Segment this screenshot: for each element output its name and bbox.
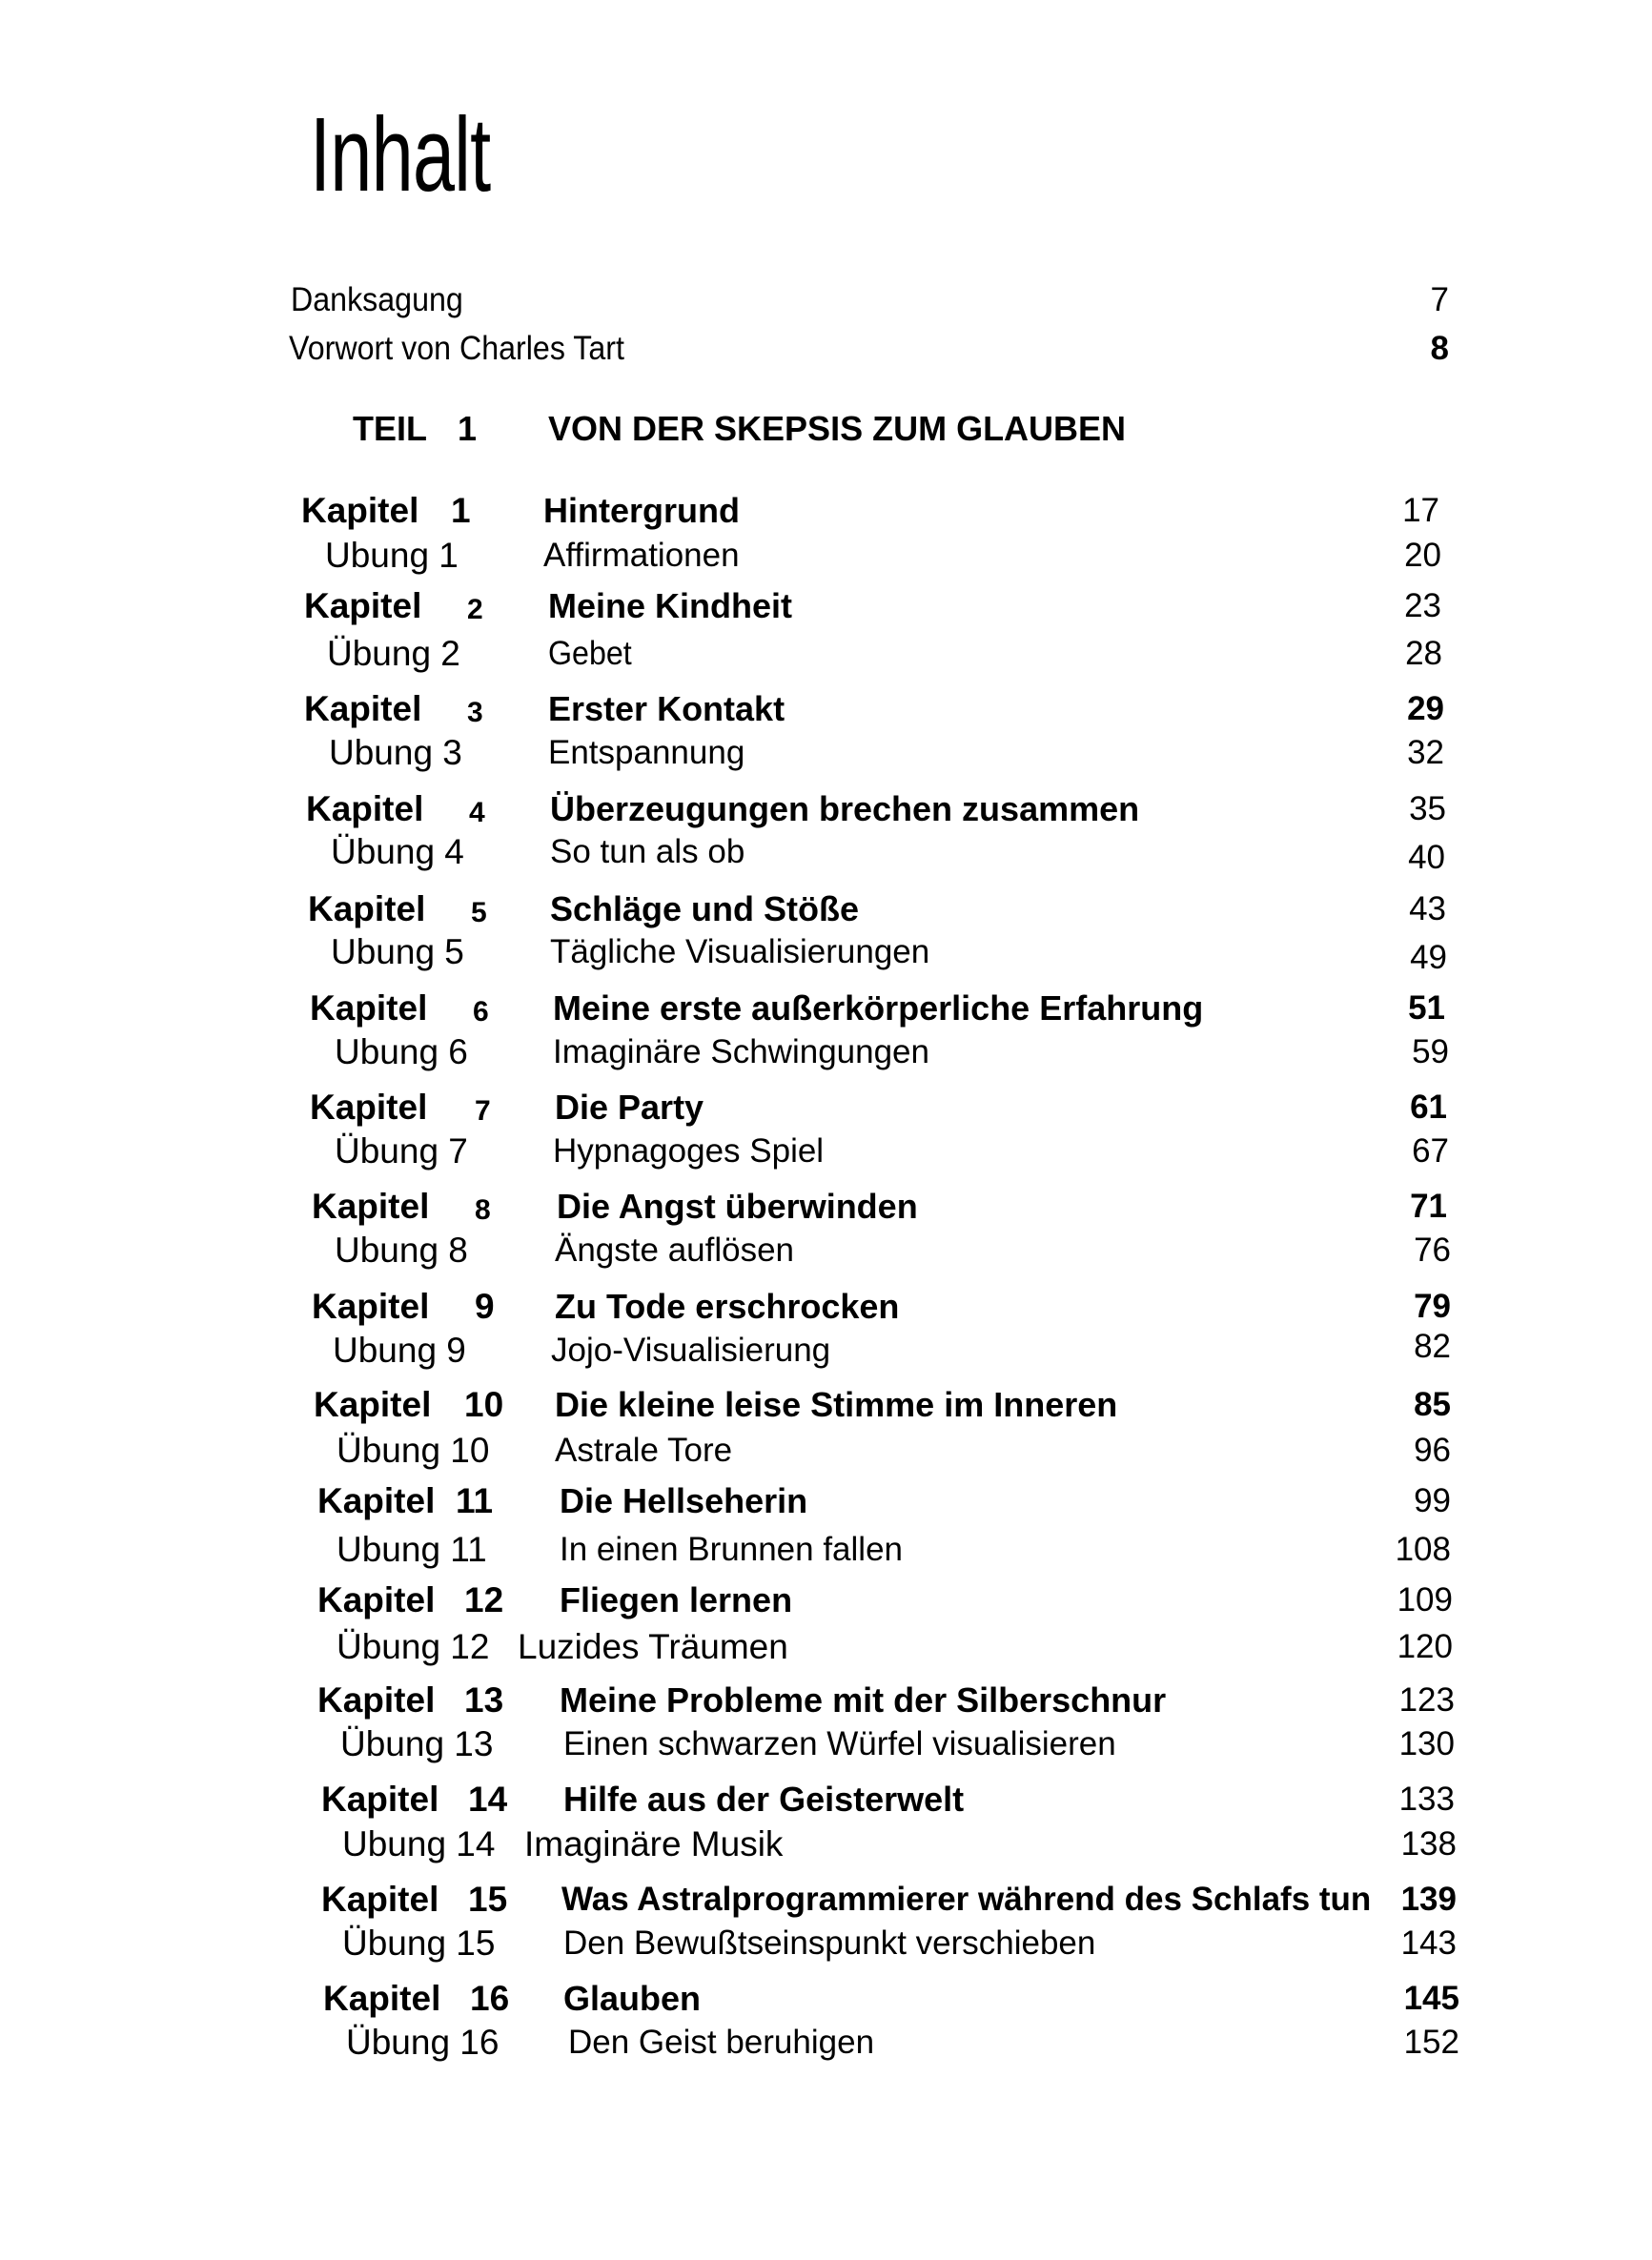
exercise-label: Ubung 6 <box>335 1032 468 1071</box>
exercise-title: Imaginäre Musik <box>524 1824 784 1863</box>
chapter-number: 3 <box>467 697 483 728</box>
chapter-number: 6 <box>473 996 489 1028</box>
exercise-page: 28 <box>1405 635 1442 672</box>
chapter-number: 5 <box>471 897 487 928</box>
chapter-title: Überzeugungen brechen zusammen <box>550 789 1140 828</box>
chapter-label: Kapitel <box>314 1385 432 1424</box>
chapter-page: 61 <box>1410 1089 1447 1126</box>
exercise-title: So tun als ob <box>550 833 745 870</box>
exercise-label: Übung 2 <box>327 634 460 673</box>
chapter-title: Meine erste außerkörperliche Erfahrung <box>553 988 1204 1028</box>
exercise-page: 67 <box>1412 1132 1449 1170</box>
exercise-page: 130 <box>1398 1725 1455 1762</box>
exercise-title: Den Bewußtseinspunkt verschieben <box>563 1924 1096 1962</box>
exercise-label: Ubung 1 <box>325 536 459 575</box>
toc-chapter[interactable] <box>0 1087 1652 1134</box>
exercise-page: 20 <box>1404 537 1441 574</box>
exercise-title: Luzides Träumen <box>518 1627 788 1666</box>
part-number: 1 <box>458 409 478 448</box>
chapter-page: 29 <box>1407 690 1444 727</box>
chapter-label: Kapitel <box>308 889 426 928</box>
chapter-label: Kapitel <box>301 491 419 530</box>
chapter-page: 51 <box>1408 989 1445 1027</box>
chapter-number: 16 <box>470 1979 510 2018</box>
chapter-label: Kapitel <box>310 988 428 1028</box>
toc-exercise[interactable] <box>0 1923 1652 1970</box>
chapter-page: 71 <box>1410 1188 1447 1225</box>
chapter-page: 109 <box>1397 1581 1453 1619</box>
exercise-label: Ubung 8 <box>335 1231 468 1270</box>
chapter-page: 23 <box>1404 587 1441 624</box>
part-title: VON DER SKEPSIS ZUM GLAUBEN <box>548 409 1127 448</box>
chapter-number: 2 <box>467 594 483 625</box>
exercise-page: 32 <box>1407 734 1444 771</box>
chapter-page: 85 <box>1414 1386 1451 1423</box>
chapter-title: Die Hellseherin <box>560 1481 808 1520</box>
exercise-title: Affirmationen <box>543 537 740 574</box>
toc-exercise[interactable] <box>0 1430 1652 1477</box>
toc-exercise[interactable] <box>0 1330 1652 1377</box>
chapter-title: Erster Kontakt <box>548 689 785 728</box>
chapter-title: Hilfe aus der Geisterwelt <box>563 1780 965 1819</box>
chapter-label: Kapitel <box>312 1287 430 1326</box>
exercise-label: Ubung 9 <box>333 1331 466 1370</box>
exercise-page: 108 <box>1395 1531 1451 1568</box>
chapter-number: 7 <box>475 1095 491 1127</box>
exercise-title: Gebet <box>548 635 632 672</box>
chapter-label: Kapitel <box>321 1780 439 1819</box>
chapter-number: 12 <box>464 1580 504 1619</box>
chapter-title: Schläge und Stöße <box>550 889 860 928</box>
exercise-page: 152 <box>1403 2024 1459 2061</box>
toc-chapter[interactable] <box>0 1879 1652 1926</box>
chapter-number: 15 <box>468 1880 508 1919</box>
chapter-page: 17 <box>1402 492 1439 529</box>
chapter-page: 35 <box>1409 790 1446 827</box>
exercise-page: 76 <box>1414 1232 1451 1269</box>
toc-chapter[interactable] <box>0 788 1652 836</box>
toc-chapter[interactable] <box>0 688 1652 736</box>
chapter-number: 10 <box>464 1385 504 1424</box>
exercise-label: Ubung 14 <box>342 1824 496 1863</box>
entry-label: Vorwort von Charles Tart <box>289 330 624 367</box>
toc-chapter[interactable] <box>0 490 1652 538</box>
exercise-page: 49 <box>1410 939 1447 976</box>
toc-exercise[interactable] <box>0 831 1652 879</box>
part-heading <box>0 408 1652 456</box>
chapter-title: Die kleine leise Stimme im Inneren <box>555 1385 1118 1424</box>
chapter-number: 8 <box>475 1194 491 1226</box>
toc-exercise[interactable] <box>0 1230 1652 1277</box>
toc-exercise[interactable] <box>0 633 1652 681</box>
exercise-label: Übung 16 <box>346 2023 500 2062</box>
chapter-label: Kapitel <box>306 789 424 828</box>
exercise-label: Übung 15 <box>342 1924 496 1963</box>
entry-label: Danksagung <box>291 281 463 318</box>
exercise-title: Den Geist beruhigen <box>568 2024 875 2061</box>
chapter-label: Kapitel <box>310 1088 428 1127</box>
exercise-page: 143 <box>1400 1924 1457 1962</box>
exercise-label: Übung 12 <box>337 1627 490 1666</box>
toc-chapter[interactable] <box>0 585 1652 633</box>
exercise-label: Übung 4 <box>331 832 464 871</box>
toc-entry-foreword[interactable] <box>0 328 1652 376</box>
chapter-page: 123 <box>1398 1681 1455 1719</box>
toc-exercise[interactable] <box>0 535 1652 582</box>
toc-exercise[interactable] <box>0 1723 1652 1771</box>
exercise-title: In einen Brunnen fallen <box>560 1531 903 1568</box>
chapter-label: Kapitel <box>312 1187 430 1226</box>
page-title: Inhalt <box>310 96 491 214</box>
chapter-number: 4 <box>469 797 485 828</box>
chapter-label: Kapitel <box>317 1680 436 1720</box>
chapter-number: 13 <box>464 1680 504 1720</box>
exercise-page: 96 <box>1414 1432 1451 1469</box>
exercise-label: Übung 13 <box>340 1724 494 1763</box>
chapter-page: 99 <box>1414 1482 1451 1519</box>
toc-exercise[interactable] <box>0 1626 1652 1674</box>
exercise-label: Übung 10 <box>337 1431 490 1470</box>
exercise-label: Übung 7 <box>335 1131 468 1171</box>
toc-chapter[interactable] <box>0 1779 1652 1826</box>
chapter-title: Meine Kindheit <box>548 586 793 625</box>
toc-exercise[interactable] <box>0 1529 1652 1577</box>
toc-chapter[interactable] <box>0 1480 1652 1528</box>
toc-exercise[interactable] <box>0 931 1652 979</box>
exercise-page: 59 <box>1412 1033 1449 1070</box>
toc-chapter[interactable] <box>0 1384 1652 1432</box>
chapter-title: Zu Tode erschrocken <box>555 1287 900 1326</box>
exercise-page: 82 <box>1414 1328 1451 1365</box>
exercise-label: Ubung 5 <box>331 932 464 971</box>
exercise-title: Imaginäre Schwingungen <box>553 1033 929 1070</box>
chapter-page: 145 <box>1403 1980 1459 2017</box>
chapter-title: Die Angst überwinden <box>557 1187 918 1226</box>
toc-entry-acknowledgements[interactable] <box>0 279 1652 327</box>
exercise-page: 40 <box>1408 839 1445 876</box>
toc-chapter[interactable] <box>0 888 1652 936</box>
toc-chapter[interactable] <box>0 1680 1652 1727</box>
chapter-label: Kapitel <box>304 689 422 728</box>
chapter-number: 11 <box>456 1481 494 1520</box>
toc-exercise[interactable] <box>0 1031 1652 1079</box>
toc-chapter[interactable] <box>0 1186 1652 1233</box>
chapter-title: Fliegen lernen <box>560 1580 793 1619</box>
toc-chapter[interactable] <box>0 987 1652 1035</box>
chapter-label: Kapitel <box>321 1880 439 1919</box>
chapter-number: 14 <box>468 1780 508 1819</box>
chapter-number: 9 <box>475 1287 495 1326</box>
chapter-page: 79 <box>1414 1288 1451 1325</box>
chapter-page: 43 <box>1409 890 1446 927</box>
chapter-title: Meine Probleme mit der Silberschnur <box>560 1680 1167 1720</box>
toc-chapter[interactable] <box>0 1579 1652 1627</box>
exercise-label: Ubung 3 <box>329 733 462 772</box>
chapter-label: Kapitel <box>323 1979 441 2018</box>
exercise-title: Ängste auflösen <box>555 1232 795 1269</box>
exercise-title: Einen schwarzen Würfel visualisieren <box>563 1725 1116 1762</box>
chapter-title: Die Party <box>555 1088 704 1127</box>
chapter-number: 1 <box>451 491 471 530</box>
exercise-title: Astrale Tore <box>555 1432 733 1469</box>
toc-chapter[interactable] <box>0 1978 1652 2026</box>
chapter-title: Was Astralprogrammierer während des Schlafs tun <box>561 1881 1372 1918</box>
exercise-label: Ubung 11 <box>337 1530 487 1569</box>
toc-exercise[interactable] <box>0 1823 1652 1871</box>
toc-exercise[interactable] <box>0 732 1652 780</box>
exercise-title: Entspannung <box>548 734 745 771</box>
chapter-title: Glauben <box>563 1979 702 2018</box>
exercise-page: 138 <box>1400 1825 1457 1863</box>
exercise-title: Tägliche Visualisierungen <box>550 933 930 970</box>
exercise-title: Hypnagoges Spiel <box>553 1132 825 1170</box>
exercise-page: 120 <box>1397 1628 1453 1665</box>
chapter-label: Kapitel <box>317 1481 436 1520</box>
chapter-title: Hintergrund <box>543 491 740 530</box>
entry-page: 8 <box>1430 330 1449 367</box>
exercise-title: Jojo-Visualisierung <box>551 1332 831 1369</box>
part-label: TEIL <box>353 409 427 448</box>
toc-exercise[interactable] <box>0 2022 1652 2069</box>
chapter-page: 133 <box>1398 1781 1455 1818</box>
entry-page: 7 <box>1430 281 1449 318</box>
chapter-label: Kapitel <box>304 586 422 625</box>
chapter-label: Kapitel <box>317 1580 436 1619</box>
toc-exercise[interactable] <box>0 1130 1652 1178</box>
chapter-page: 139 <box>1400 1881 1457 1918</box>
